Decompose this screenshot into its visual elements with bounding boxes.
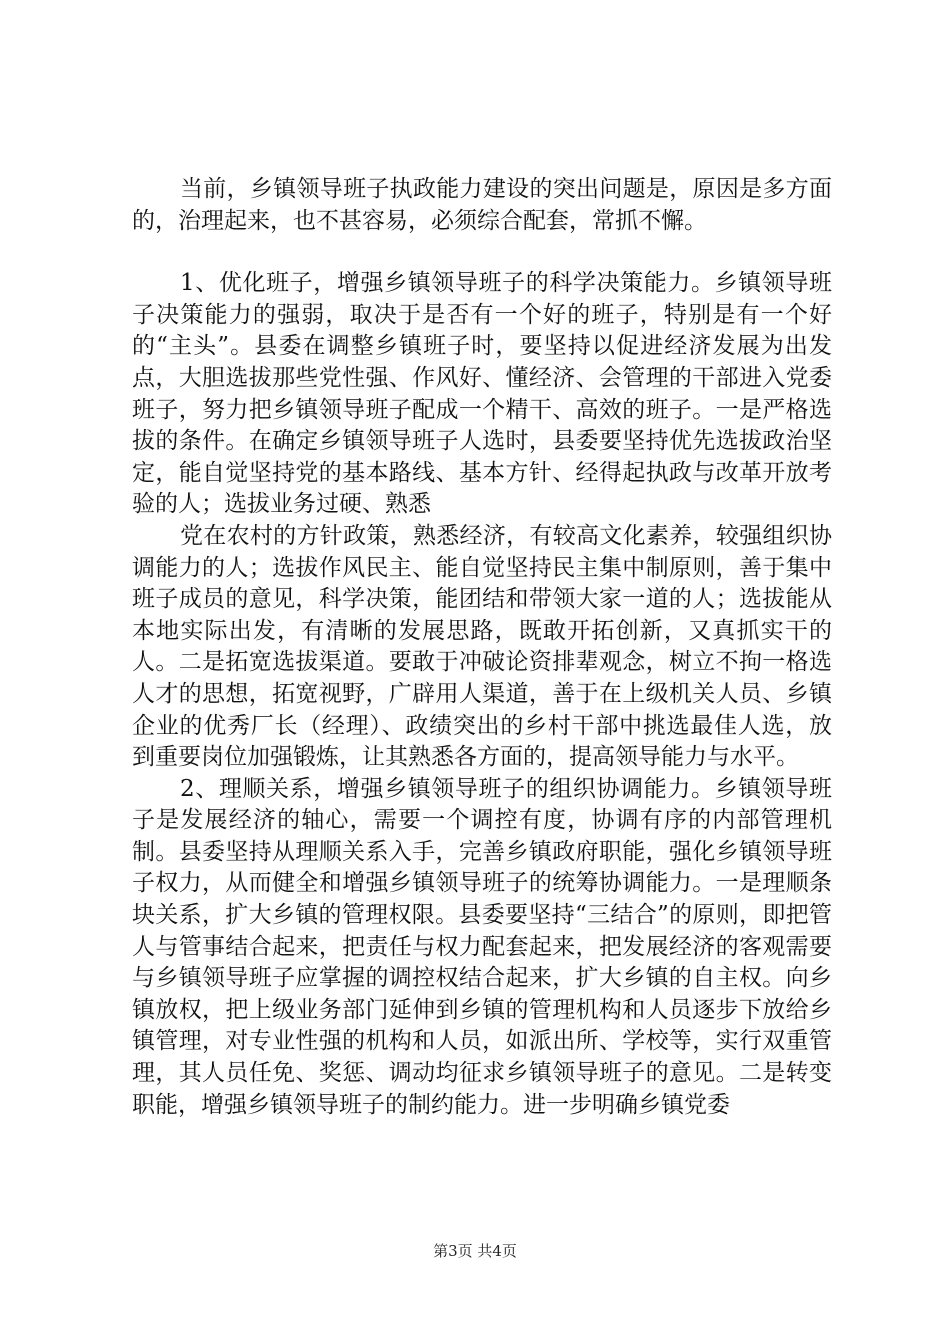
paragraph-section-2: 2、理顺关系，增强乡镇领导班子的组织协调能力。乡镇领导班子是发展经济的轴心，需要一个调控有度，协调有序的内部管理机制。县委坚持从理顺关系入手，完善乡镇政府职能，强化乡镇领导班子权力，从而健全和增强乡镇领导班子的统筹协调能力。一是理顺条块关系，扩大乡镇的管理权限。县委要坚持“三结合”的原则，即把管人与管事结合起来，把责任与权力配套起来，把发展经济的客观需要与乡镇领导班子应掌握的调控权结合起来，扩大乡镇的自主权。向乡镇放权，把上级业务部门延伸到乡镇的管理机构和人员逐步下放给乡镇管理，对专业性强的机构和人员，如派出所、学校等，实行双重管理，其人员任免、奖惩、调动均征求乡镇领导班子的意见。二是转变职能，增强乡镇领导班子的制约能力。进一步明确乡镇党委 — [132, 775, 832, 1118]
paragraph-section-1-continued: 党在农村的方针政策，熟悉经济，有较高文化素养，较强组织协调能力的人；选拔作风民主、能自觉坚持民主集中制原则，善于集中班子成员的意见，科学决策，能团结和带领大家一道的人；选拔能从本地实际出发，有清晰的发展思路，既敢开拓创新，又真抓实干的人。二是拓宽选拔渠道。要敢于冲破论资排辈观念，树立不拘一格选人才的思想，拓宽视野，广辟用人渠道，善于在上级机关人员、乡镇企业的优秀厂长（经理）、政绩突出的乡村干部中挑选最佳人选，放到重要岗位加强锻炼，让其熟悉各方面的，提高领导能力与水平。 — [132, 522, 832, 771]
paragraph-section-1: 1、优化班子，增强乡镇领导班子的科学决策能力。乡镇领导班子决策能力的强弱，取决于是否有一个好的班子，特别是有一个好的“主头”。县委在调整乡镇班子时，要坚持以促进经济发展为出发点，大胆选拔那些党性强、作风好、懂经济、会管理的干部进入党委班子，努力把乡镇领导班子配成一个精干、高效的班子。一是严格选拔的条件。在确定乡镇领导班子人选时，县委要坚持优先选拔政治坚定，能自觉坚持党的基本路线、基本方针、经得起执政与改革开放考验的人；选拔业务过硬、熟悉 — [132, 270, 832, 518]
document-body — [132, 174, 832, 1121]
page-footer: 第3页 共4页 — [433, 1242, 517, 1260]
paragraph-intro: 当前，乡镇领导班子执政能力建设的突出问题是，原因是多方面的，治理起来，也不甚容易，必须综合配套，常抓不懈。 — [132, 176, 832, 234]
